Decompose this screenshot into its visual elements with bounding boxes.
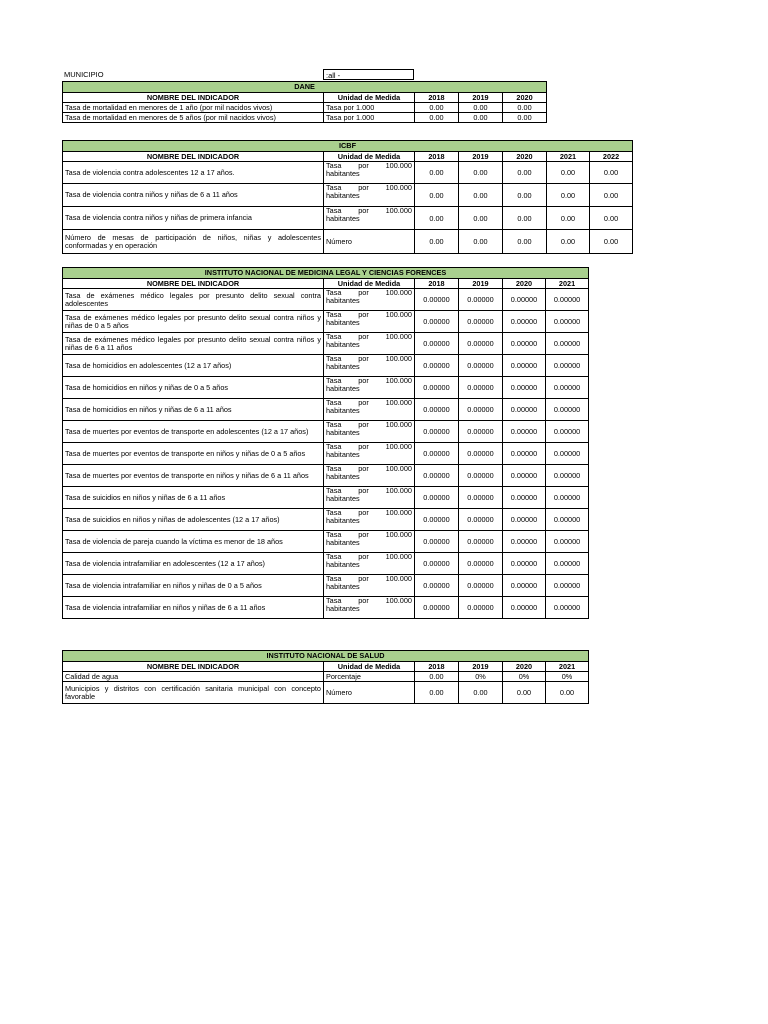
- value-cell: 0.00: [415, 103, 459, 113]
- indicador-cell: Tasa de homicidios en niños y niñas de 0 a 5 años: [63, 377, 324, 399]
- unidad-cell: Porcentaje: [324, 672, 415, 682]
- value-cell: 0.00: [415, 207, 459, 230]
- value-cell: 0.00000: [459, 465, 503, 487]
- value-cell: 0.00: [547, 184, 590, 207]
- value-cell: 0.00000: [459, 443, 503, 465]
- value-cell: 0.00: [459, 207, 503, 230]
- value-cell: 0.00000: [503, 597, 546, 619]
- indicador-cell: Tasa de mortalidad en menores de 5 años (por mil nacidos vivos): [63, 113, 324, 123]
- indicador-cell: Tasa de violencia contra adolescentes 12 a 17 años.: [63, 162, 324, 184]
- value-cell: 0.00000: [415, 465, 459, 487]
- value-cell: 0.00000: [415, 443, 459, 465]
- table-row: [63, 531, 589, 553]
- value-cell: 0.00000: [415, 377, 459, 399]
- value-cell: 0.00000: [459, 597, 503, 619]
- unidad-cell: Tasa por 100.000 habitantes: [324, 333, 415, 355]
- table-row: [63, 207, 633, 230]
- medicina-legal-title: INSTITUTO NACIONAL DE MEDICINA LEGAL Y CIENCIAS FORENCES: [63, 268, 589, 279]
- value-cell: 0%: [503, 672, 546, 682]
- salud-title: INSTITUTO NACIONAL DE SALUD: [63, 651, 589, 662]
- value-cell: 0.00000: [459, 377, 503, 399]
- unidad-cell: Número: [324, 682, 415, 704]
- icbf-header-unidad: Unidad de Medida: [324, 152, 415, 162]
- dane-title: DANE: [63, 82, 547, 93]
- indicador-cell: Tasa de mortalidad en menores de 1 año (por mil nacidos vivos): [63, 103, 324, 113]
- salud-header-2019: 2019: [459, 662, 503, 672]
- indicador-cell: Tasa de violencia intrafamiliar en adolescentes (12 a 17 años): [63, 553, 324, 575]
- indicador-cell: Tasa de muertes por eventos de transporte en adolescentes (12 a 17 años): [63, 421, 324, 443]
- salud-header-2021: 2021: [546, 662, 589, 672]
- unidad-cell: Tasa por 100.000 habitantes: [324, 184, 415, 207]
- value-cell: 0.00: [459, 103, 503, 113]
- dane-header-unidad: Unidad de Medida: [324, 93, 415, 103]
- ml-header-2021: 2021: [546, 279, 589, 289]
- unidad-cell: Tasa por 100.000 habitantes: [324, 553, 415, 575]
- indicador-cell: Tasa de exámenes médico legales por presunto delito sexual contra niños y niñas de 0 a 5 años: [63, 311, 324, 333]
- value-cell: 0.00000: [459, 531, 503, 553]
- value-cell: 0.00000: [415, 509, 459, 531]
- value-cell: 0.00000: [459, 575, 503, 597]
- value-cell: 0.00000: [415, 553, 459, 575]
- value-cell: 0.00000: [415, 399, 459, 421]
- table-row: [63, 311, 589, 333]
- value-cell: 0.00000: [415, 597, 459, 619]
- value-cell: 0.00000: [415, 421, 459, 443]
- value-cell: 0.00000: [503, 465, 546, 487]
- value-cell: 0.00: [590, 207, 633, 230]
- value-cell: 0.00: [503, 184, 547, 207]
- value-cell: 0.00000: [546, 399, 589, 421]
- value-cell: 0.00: [415, 230, 459, 254]
- value-cell: 0.00: [590, 162, 633, 184]
- value-cell: 0.00000: [546, 597, 589, 619]
- value-cell: 0.00000: [546, 487, 589, 509]
- dane-table: [62, 81, 547, 123]
- icbf-title: ICBF: [63, 141, 633, 152]
- value-cell: 0.00: [459, 113, 503, 123]
- value-cell: 0.00: [503, 113, 547, 123]
- table-row: [63, 377, 589, 399]
- icbf-header-2022: 2022: [590, 152, 633, 162]
- value-cell: 0.00000: [546, 421, 589, 443]
- value-cell: 0.00: [547, 207, 590, 230]
- value-cell: 0.00000: [459, 289, 503, 311]
- unidad-cell: Tasa por 100.000 habitantes: [324, 531, 415, 553]
- table-row: [63, 465, 589, 487]
- value-cell: 0.00: [503, 207, 547, 230]
- dane-header-2018: 2018: [415, 93, 459, 103]
- value-cell: 0.00000: [503, 289, 546, 311]
- value-cell: 0.00: [415, 184, 459, 207]
- value-cell: 0.00: [590, 230, 633, 254]
- unidad-cell: Tasa por 100.000 habitantes: [324, 465, 415, 487]
- value-cell: 0%: [459, 672, 503, 682]
- icbf-header-2019: 2019: [459, 152, 503, 162]
- unidad-cell: Tasa por 1.000: [324, 113, 415, 123]
- icbf-header-2020: 2020: [503, 152, 547, 162]
- value-cell: 0.00000: [546, 465, 589, 487]
- table-row: [63, 333, 589, 355]
- unidad-cell: Tasa por 100.000 habitantes: [324, 509, 415, 531]
- salud-header-2020: 2020: [503, 662, 546, 672]
- table-row: [63, 672, 589, 682]
- ml-header-2019: 2019: [459, 279, 503, 289]
- value-cell: 0.00000: [503, 487, 546, 509]
- municipio-select[interactable]: :all -: [323, 69, 414, 80]
- value-cell: 0.00000: [503, 355, 546, 377]
- unidad-cell: Tasa por 100.000 habitantes: [324, 597, 415, 619]
- value-cell: 0.00: [547, 162, 590, 184]
- ml-header-indicador: NOMBRE DEL INDICADOR: [63, 279, 324, 289]
- value-cell: 0.00000: [546, 311, 589, 333]
- value-cell: 0.00: [415, 162, 459, 184]
- icbf-header-2018: 2018: [415, 152, 459, 162]
- unidad-cell: Tasa por 100.000 habitantes: [324, 289, 415, 311]
- indicador-cell: Tasa de suicidios en niños y niñas de adolescentes (12 a 17 años): [63, 509, 324, 531]
- unidad-cell: Tasa por 1.000: [324, 103, 415, 113]
- value-cell: 0.00: [459, 162, 503, 184]
- value-cell: 0.00000: [459, 487, 503, 509]
- value-cell: 0.00: [503, 162, 547, 184]
- indicador-cell: Tasa de muertes por eventos de transporte en niños y niñas de 0 a 5 años: [63, 443, 324, 465]
- value-cell: 0.00000: [503, 509, 546, 531]
- indicador-cell: Tasa de homicidios en adolescentes (12 a 17 años): [63, 355, 324, 377]
- unidad-cell: Tasa por 100.000 habitantes: [324, 421, 415, 443]
- value-cell: 0.00: [503, 682, 546, 704]
- table-row: [63, 184, 633, 207]
- value-cell: 0.00000: [503, 333, 546, 355]
- table-row: [63, 682, 589, 704]
- value-cell: 0.00000: [546, 531, 589, 553]
- value-cell: 0.00000: [503, 399, 546, 421]
- icbf-table: [62, 140, 633, 254]
- indicador-cell: Calidad de agua: [63, 672, 324, 682]
- municipio-filter: [62, 69, 414, 81]
- value-cell: 0.00000: [503, 443, 546, 465]
- value-cell: 0.00000: [546, 377, 589, 399]
- value-cell: 0.00: [547, 230, 590, 254]
- value-cell: 0.00000: [415, 333, 459, 355]
- value-cell: 0.00000: [459, 355, 503, 377]
- value-cell: 0.00: [459, 184, 503, 207]
- value-cell: 0.00000: [459, 399, 503, 421]
- value-cell: 0.00000: [503, 575, 546, 597]
- unidad-cell: Tasa por 100.000 habitantes: [324, 443, 415, 465]
- value-cell: 0.00000: [503, 421, 546, 443]
- indicador-cell: Municipios y distritos con certificación sanitaria municipal con concepto favorable: [63, 682, 324, 704]
- indicador-cell: Número de mesas de participación de niños, niñas y adolescentes conformadas y en operación: [63, 230, 324, 254]
- dane-header-2020: 2020: [503, 93, 547, 103]
- salud-table: [62, 650, 589, 704]
- value-cell: 0.00000: [546, 355, 589, 377]
- unidad-cell: Tasa por 100.000 habitantes: [324, 575, 415, 597]
- indicador-cell: Tasa de violencia intrafamiliar en niños y niñas de 0 a 5 años: [63, 575, 324, 597]
- value-cell: 0.00000: [546, 509, 589, 531]
- value-cell: 0.00000: [546, 443, 589, 465]
- indicador-cell: Tasa de exámenes médico legales por presunto delito sexual contra niños y niñas de 6 a 11 años: [63, 333, 324, 355]
- value-cell: 0.00000: [415, 487, 459, 509]
- value-cell: 0.00: [459, 682, 503, 704]
- table-row: [63, 421, 589, 443]
- value-cell: 0.00000: [503, 553, 546, 575]
- table-row: [63, 553, 589, 575]
- ml-header-2020: 2020: [503, 279, 546, 289]
- value-cell: 0.00000: [459, 509, 503, 531]
- unidad-cell: Tasa por 100.000 habitantes: [324, 162, 415, 184]
- unidad-cell: Tasa por 100.000 habitantes: [324, 377, 415, 399]
- unidad-cell: Tasa por 100.000 habitantes: [324, 355, 415, 377]
- value-cell: 0.00: [415, 682, 459, 704]
- value-cell: 0.00000: [546, 333, 589, 355]
- value-cell: 0.00000: [503, 377, 546, 399]
- icbf-header-2021: 2021: [547, 152, 590, 162]
- indicador-cell: Tasa de muertes por eventos de transporte en niños y niñas de 6 a 11 años: [63, 465, 324, 487]
- value-cell: 0.00: [503, 230, 547, 254]
- icbf-header-indicador: NOMBRE DEL INDICADOR: [63, 152, 324, 162]
- value-cell: 0.00: [415, 113, 459, 123]
- table-row: [63, 399, 589, 421]
- value-cell: 0.00000: [415, 311, 459, 333]
- indicador-cell: Tasa de violencia contra niños y niñas de 6 a 11 años: [63, 184, 324, 207]
- salud-header-unidad: Unidad de Medida: [324, 662, 415, 672]
- value-cell: 0.00000: [546, 289, 589, 311]
- value-cell: 0.00000: [503, 531, 546, 553]
- value-cell: 0.00000: [415, 289, 459, 311]
- table-row: [63, 103, 547, 113]
- value-cell: 0.00000: [415, 575, 459, 597]
- unidad-cell: Tasa por 100.000 habitantes: [324, 487, 415, 509]
- medicina-legal-table: [62, 267, 589, 619]
- value-cell: 0.00000: [503, 311, 546, 333]
- table-row: [63, 162, 633, 184]
- table-row: [63, 230, 633, 254]
- value-cell: 0.00000: [459, 421, 503, 443]
- indicador-cell: Tasa de violencia de pareja cuando la víctima es menor de 18 años: [63, 531, 324, 553]
- indicador-cell: Tasa de suicidios en niños y niñas de 6 a 11 años: [63, 487, 324, 509]
- value-cell: 0.00000: [415, 531, 459, 553]
- value-cell: 0.00000: [459, 333, 503, 355]
- table-row: [63, 113, 547, 123]
- unidad-cell: Tasa por 100.000 habitantes: [324, 399, 415, 421]
- value-cell: 0.00000: [546, 553, 589, 575]
- table-row: [63, 289, 589, 311]
- value-cell: 0.00: [503, 103, 547, 113]
- dane-header-2019: 2019: [459, 93, 503, 103]
- table-row: [63, 597, 589, 619]
- table-row: [63, 443, 589, 465]
- table-row: [63, 509, 589, 531]
- value-cell: 0.00: [590, 184, 633, 207]
- municipio-label: MUNICIPIO: [64, 70, 104, 79]
- indicador-cell: Tasa de violencia contra niños y niñas de primera infancia: [63, 207, 324, 230]
- value-cell: 0.00: [546, 682, 589, 704]
- salud-header-2018: 2018: [415, 662, 459, 672]
- ml-header-unidad: Unidad de Medida: [324, 279, 415, 289]
- unidad-cell: Tasa por 100.000 habitantes: [324, 207, 415, 230]
- salud-header-indicador: NOMBRE DEL INDICADOR: [63, 662, 324, 672]
- indicador-cell: Tasa de violencia intrafamiliar en niños y niñas de 6 a 11 años: [63, 597, 324, 619]
- value-cell: 0.00000: [415, 355, 459, 377]
- unidad-cell: Tasa por 100.000 habitantes: [324, 311, 415, 333]
- value-cell: 0.00000: [459, 311, 503, 333]
- value-cell: 0.00: [415, 672, 459, 682]
- table-row: [63, 355, 589, 377]
- value-cell: 0%: [546, 672, 589, 682]
- unidad-cell: Número: [324, 230, 415, 254]
- table-row: [63, 487, 589, 509]
- value-cell: 0.00: [459, 230, 503, 254]
- medicina-legal-rows: [63, 289, 589, 619]
- dane-header-indicador: NOMBRE DEL INDICADOR: [63, 93, 324, 103]
- value-cell: 0.00000: [546, 575, 589, 597]
- value-cell: 0.00000: [459, 553, 503, 575]
- indicador-cell: Tasa de homicidios en niños y niñas de 6 a 11 años: [63, 399, 324, 421]
- indicador-cell: Tasa de exámenes médico legales por presunto delito sexual contra adolescentes: [63, 289, 324, 311]
- ml-header-2018: 2018: [415, 279, 459, 289]
- table-row: [63, 575, 589, 597]
